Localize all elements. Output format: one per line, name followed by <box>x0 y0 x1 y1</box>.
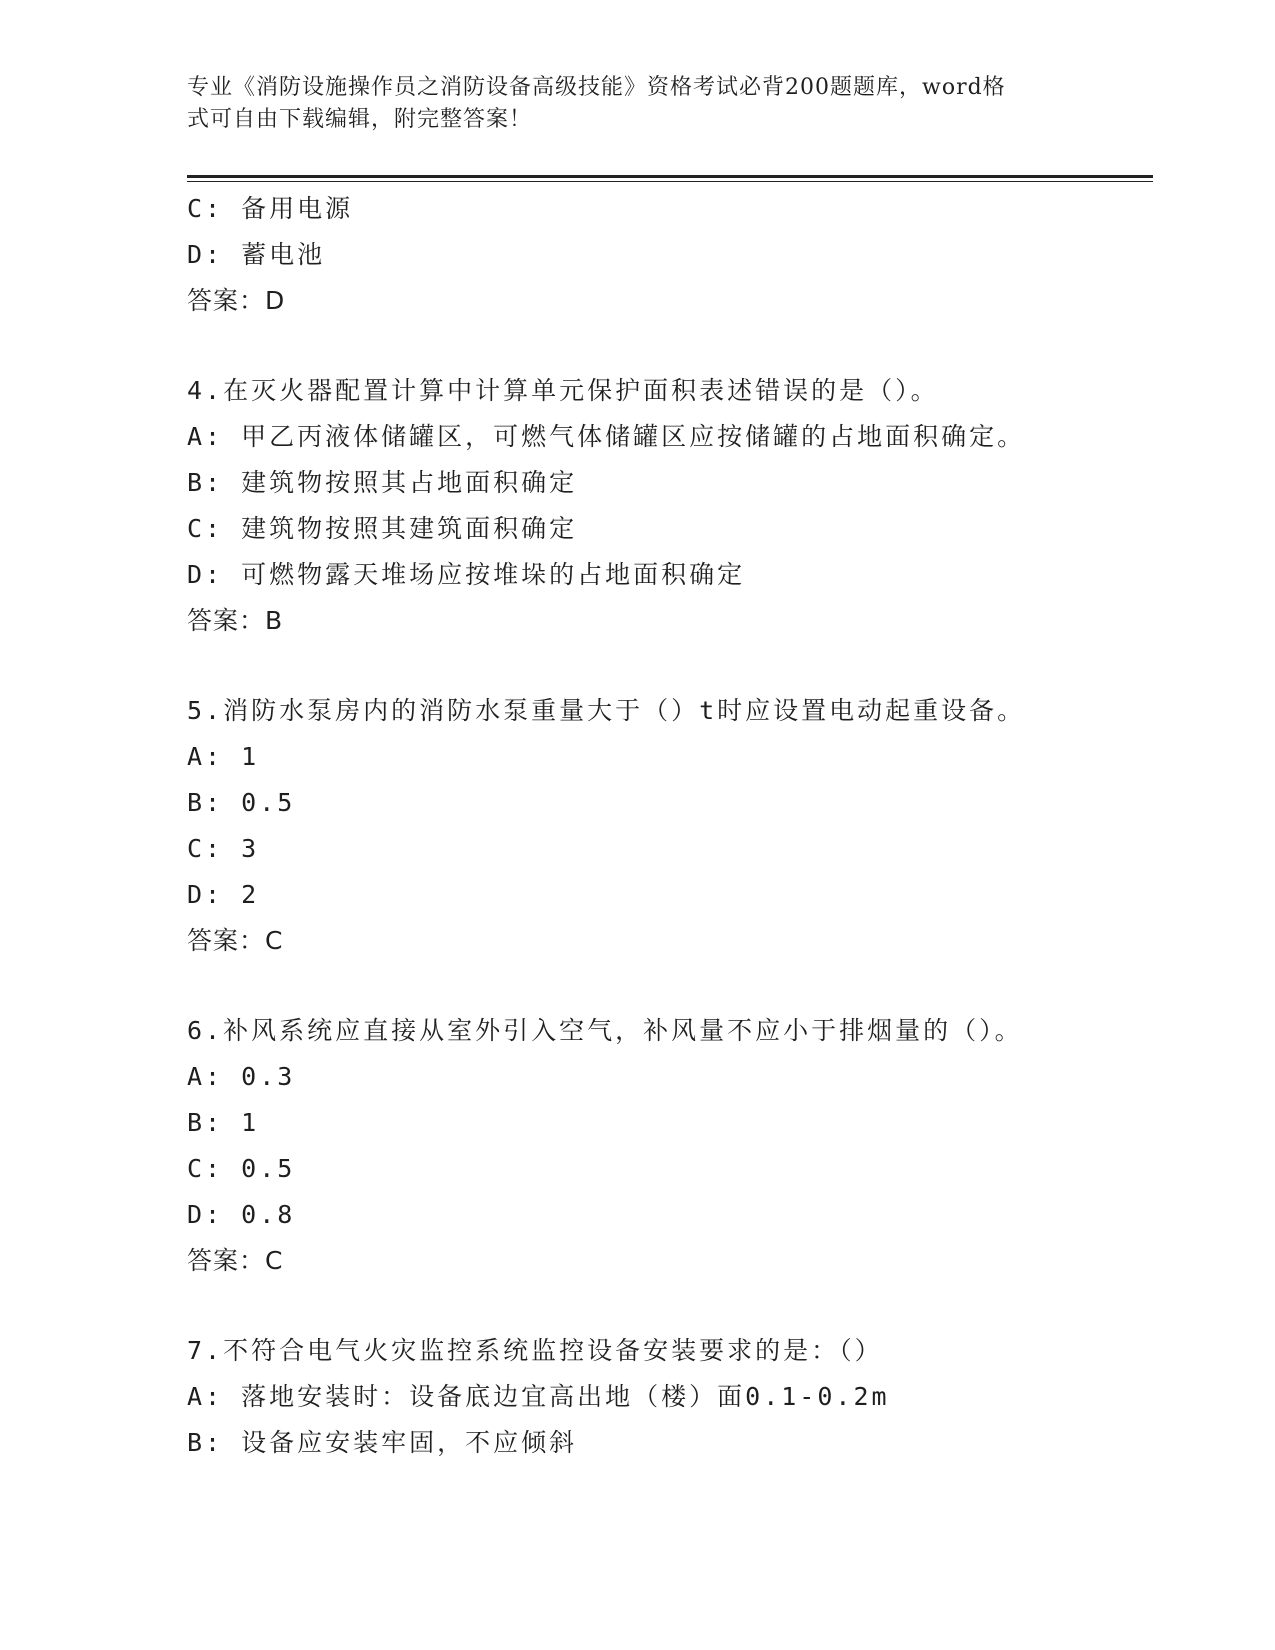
question-block-7 <box>187 1328 1167 1466</box>
question-block-6 <box>187 1008 1167 1284</box>
header-rule-thick <box>187 175 1153 178</box>
question-block-4 <box>187 368 1167 644</box>
question-block-5 <box>187 688 1167 964</box>
spacer <box>187 644 1167 688</box>
option-a: A: 甲乙丙液体储罐区，可燃气体储罐区应按储罐的占地面积确定。 <box>187 422 1026 451</box>
option-b: B: 建筑物按照其占地面积确定 <box>187 468 578 497</box>
question-text: 5.消防水泵房内的消防水泵重量大于（）t时应设置电动起重设备。 <box>187 696 1026 725</box>
option-c: C: 3 <box>187 834 260 863</box>
option-d: D: 0.8 <box>187 1200 296 1229</box>
question-text: 6.补风系统应直接从室外引入空气，补风量不应小于排烟量的（）。 <box>187 1016 1023 1045</box>
option-a: A: 0.3 <box>187 1062 296 1091</box>
option-c: C: 建筑物按照其建筑面积确定 <box>187 514 578 543</box>
spacer <box>187 324 1167 368</box>
option-a: A: 1 <box>187 742 260 771</box>
header-rule-thin <box>187 181 1153 182</box>
answer-line: 答案：C <box>187 926 284 955</box>
option-d: D: 可燃物露天堆场应按堆垛的占地面积确定 <box>187 560 746 589</box>
answer-line: 答案：B <box>187 606 284 635</box>
option-c: C: 0.5 <box>187 1154 296 1183</box>
option-a: A: 落地安装时：设备底边宜高出地（楼）面0.1-0.2m <box>187 1382 890 1411</box>
document-header <box>187 72 1087 136</box>
option-b: B: 设备应安装牢固，不应倾斜 <box>187 1428 578 1457</box>
option-d: D: 蓄电池 <box>187 240 326 269</box>
answer-line: 答案：C <box>187 1246 284 1275</box>
option-d: D: 2 <box>187 880 260 909</box>
answer-line: 答案：D <box>187 286 286 315</box>
question-block-3 <box>187 186 1167 324</box>
spacer <box>187 964 1167 1008</box>
header-line-2: 式可自由下载编辑，附完整答案！ <box>187 107 533 132</box>
question-text: 7.不符合电气火灾监控系统监控设备安装要求的是：（） <box>187 1336 883 1365</box>
question-text: 4.在灭火器配置计算中计算单元保护面积表述错误的是（）。 <box>187 376 939 405</box>
option-c: C: 备用电源 <box>187 194 354 223</box>
option-b: B: 0.5 <box>187 788 296 817</box>
header-line-1: 专业《消防设施操作员之消防设备高级技能》资格考试必背200题题库，word格 <box>187 75 1006 100</box>
option-b: B: 1 <box>187 1108 260 1137</box>
spacer <box>187 1284 1167 1328</box>
question-list <box>187 186 1167 1466</box>
